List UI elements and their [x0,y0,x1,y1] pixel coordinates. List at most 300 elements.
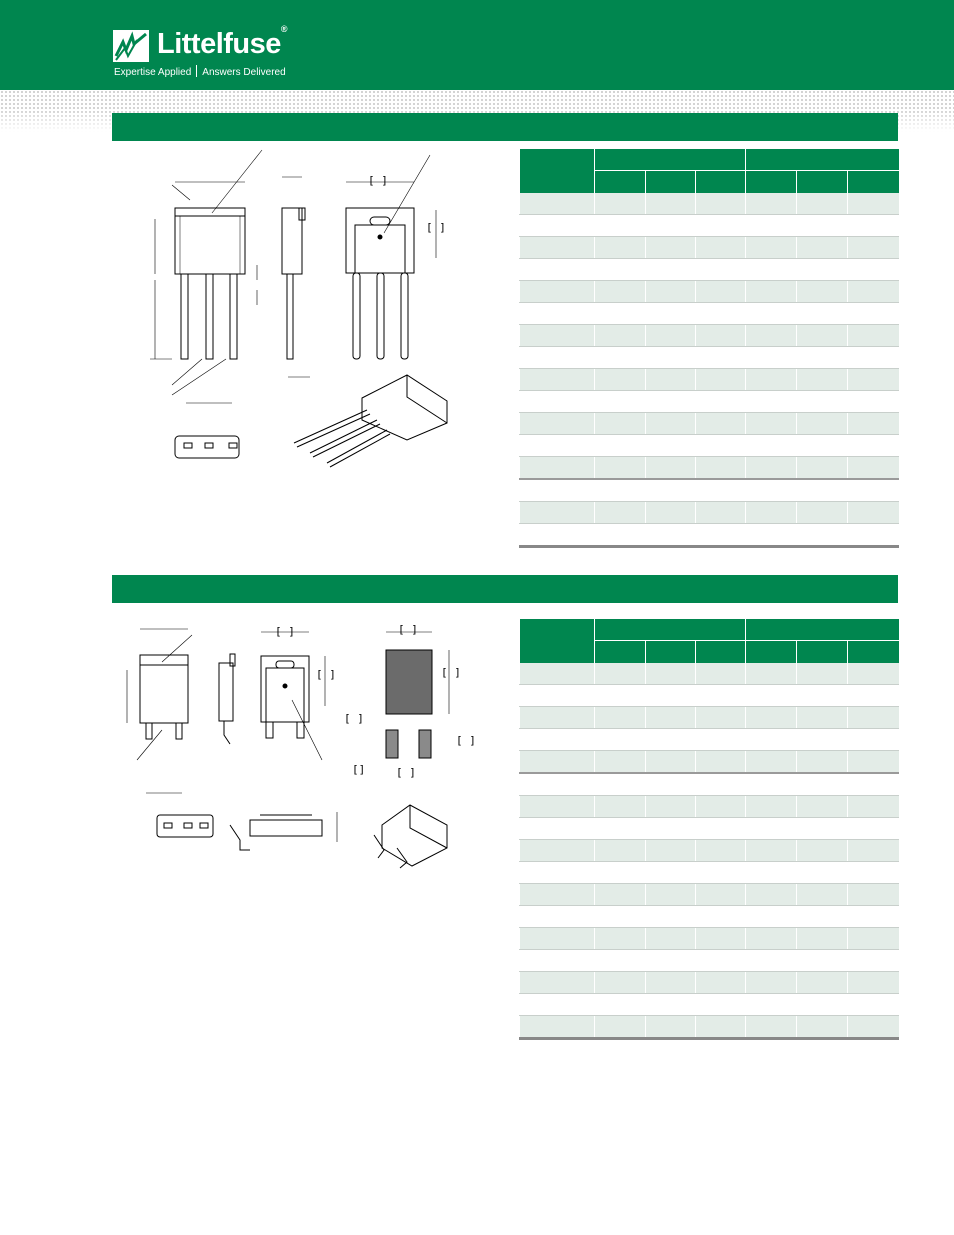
lead-profile-view [230,812,337,850]
dimension-cell [520,413,595,435]
value-cell [746,663,797,685]
value-cell [696,950,746,972]
dimension-cell [520,862,595,884]
value-cell [797,972,848,994]
package-2-dimension-table [519,619,899,1040]
dimension-cell [520,906,595,928]
value-cell [696,840,746,862]
value-cell [848,663,899,685]
table-row [520,502,899,524]
value-cell [646,1016,696,1039]
value-cell [696,259,746,281]
value-cell [595,502,646,524]
max-header [848,171,899,194]
value-cell [746,994,797,1016]
value-cell [797,1016,848,1039]
value-cell [797,391,848,413]
dimension-cell [520,457,595,480]
value-cell [646,259,696,281]
value-cell [746,884,797,906]
value-cell [696,663,746,685]
table-row [520,215,899,237]
value-cell [848,972,899,994]
value-cell [696,502,746,524]
table-row [520,773,899,796]
back-view [346,155,446,359]
value-cell [848,928,899,950]
value-cell [696,751,746,774]
value-cell [696,524,746,547]
value-cell [746,193,797,215]
value-cell [595,413,646,435]
value-cell [646,707,696,729]
dimension-cell [520,818,595,840]
dimension-header [520,619,595,663]
value-cell [646,457,696,480]
value-cell [746,685,797,707]
package-1-dimension-table [519,149,899,548]
table-row [520,818,899,840]
svg-text:[ ]: [ ] [368,174,388,187]
value-cell [848,950,899,972]
value-cell [646,840,696,862]
value-cell [646,479,696,502]
value-cell [595,1016,646,1039]
value-cell [848,729,899,751]
value-cell [848,502,899,524]
dimension-cell [520,303,595,325]
dimension-cell [520,972,595,994]
value-cell [848,281,899,303]
table-row [520,259,899,281]
value-cell [746,369,797,391]
value-cell [595,972,646,994]
value-cell [646,347,696,369]
value-cell [595,457,646,480]
dimension-cell [520,840,595,862]
value-cell [696,707,746,729]
value-cell [646,391,696,413]
value-cell [595,215,646,237]
value-cell [797,259,848,281]
front-view [150,150,262,403]
min-header [595,641,646,664]
svg-text:[ ]: [ ] [426,221,446,234]
inches-header [595,149,746,171]
table-row [520,796,899,818]
value-cell [696,773,746,796]
value-cell [848,303,899,325]
table-row [520,707,899,729]
svg-text:[ ]: [ ] [344,712,364,725]
value-cell [848,884,899,906]
value-cell [848,906,899,928]
value-cell [595,281,646,303]
min-header [746,641,797,664]
value-cell [696,303,746,325]
table-row [520,457,899,480]
value-cell [746,479,797,502]
value-cell [646,524,696,547]
package-2-table-body [520,663,899,1039]
table-row [520,751,899,774]
value-cell [848,215,899,237]
value-cell [746,773,797,796]
value-cell [797,413,848,435]
dimension-cell [520,281,595,303]
value-cell [595,950,646,972]
svg-text:[ ]: [ ] [316,668,336,681]
dimension-cell [520,707,595,729]
value-cell [595,906,646,928]
dimension-cell [520,347,595,369]
value-cell [848,391,899,413]
value-cell [848,862,899,884]
footprint-view [344,623,476,779]
value-cell [848,435,899,457]
millimeters-header [746,149,899,171]
value-cell [646,325,696,347]
value-cell [595,325,646,347]
value-cell [746,524,797,547]
value-cell [746,259,797,281]
typ-header [646,171,696,194]
value-cell [696,457,746,480]
tagline-left: Expertise Applied [114,67,192,78]
value-cell [595,259,646,281]
value-cell [848,259,899,281]
inches-header [595,619,746,641]
dimension-cell [520,215,595,237]
value-cell [696,796,746,818]
value-cell [646,994,696,1016]
value-cell [746,457,797,480]
max-header [696,171,746,194]
table-row [520,391,899,413]
value-cell [646,435,696,457]
table-row [520,237,899,259]
value-cell [848,193,899,215]
table-row [520,281,899,303]
value-cell [595,369,646,391]
dimension-cell [520,237,595,259]
value-cell [746,502,797,524]
dimension-cell [520,884,595,906]
value-cell [848,457,899,480]
table-row [520,862,899,884]
dimension-cell [520,502,595,524]
table-row [520,303,899,325]
value-cell [848,707,899,729]
front-view [127,629,192,793]
svg-text:[ ]: [ ] [456,734,476,747]
value-cell [646,193,696,215]
dimension-cell [520,259,595,281]
value-cell [797,906,848,928]
table-row [520,906,899,928]
dimension-cell [520,994,595,1016]
littelfuse-logo-icon [113,30,149,62]
value-cell [646,502,696,524]
value-cell [646,862,696,884]
dimension-cell [520,479,595,502]
dimension-cell [520,928,595,950]
side-view [219,654,235,744]
value-cell [746,972,797,994]
typ-header [646,641,696,664]
value-cell [646,663,696,685]
value-cell [797,928,848,950]
min-header [595,171,646,194]
value-cell [797,840,848,862]
value-cell [696,215,746,237]
value-cell [595,751,646,774]
value-cell [696,994,746,1016]
value-cell [646,818,696,840]
value-cell [595,479,646,502]
table-row [520,840,899,862]
svg-text:[ ]: [ ] [441,666,461,679]
value-cell [797,237,848,259]
value-cell [696,413,746,435]
value-cell [595,994,646,1016]
value-cell [646,928,696,950]
table-row [520,663,899,685]
value-cell [595,663,646,685]
value-cell [696,281,746,303]
value-cell [646,906,696,928]
value-cell [797,994,848,1016]
end-view [175,436,239,458]
value-cell [797,435,848,457]
value-cell [595,524,646,547]
value-cell [595,347,646,369]
value-cell [696,928,746,950]
value-cell [848,1016,899,1039]
value-cell [696,435,746,457]
side-view [282,177,310,377]
table-row [520,729,899,751]
value-cell [696,325,746,347]
value-cell [595,796,646,818]
typ-header [797,171,848,194]
value-cell [797,729,848,751]
value-cell [797,193,848,215]
value-cell [646,303,696,325]
table-row [520,479,899,502]
table-row [520,325,899,347]
value-cell [696,906,746,928]
value-cell [595,773,646,796]
value-cell [797,457,848,480]
value-cell [746,729,797,751]
typ-header [797,641,848,664]
dimension-cell [520,325,595,347]
value-cell [848,347,899,369]
value-cell [696,685,746,707]
value-cell [797,303,848,325]
value-cell [646,950,696,972]
value-cell [746,435,797,457]
value-cell [797,773,848,796]
value-cell [746,751,797,774]
value-cell [746,840,797,862]
brand-tagline [114,65,286,78]
value-cell [595,818,646,840]
value-cell [595,928,646,950]
min-header [746,171,797,194]
value-cell [746,928,797,950]
value-cell [696,193,746,215]
value-cell [746,906,797,928]
dimension-cell [520,1016,595,1039]
value-cell [595,862,646,884]
dimension-cell [520,369,595,391]
table-row [520,994,899,1016]
table-row [520,884,899,906]
value-cell [595,237,646,259]
table-row [520,435,899,457]
value-cell [746,391,797,413]
value-cell [797,479,848,502]
value-cell [696,884,746,906]
isometric-view [294,375,447,467]
value-cell [848,818,899,840]
value-cell [848,773,899,796]
value-cell [595,884,646,906]
table-row [520,413,899,435]
value-cell [848,325,899,347]
value-cell [797,685,848,707]
value-cell [646,729,696,751]
value-cell [646,369,696,391]
table-row [520,369,899,391]
value-cell [797,862,848,884]
value-cell [797,663,848,685]
table-row [520,524,899,547]
value-cell [746,862,797,884]
value-cell [746,347,797,369]
value-cell [797,369,848,391]
value-cell [746,303,797,325]
package-2-mechanical-drawing [112,610,492,870]
value-cell [646,972,696,994]
value-cell [646,215,696,237]
value-cell [746,1016,797,1039]
value-cell [746,325,797,347]
value-cell [797,818,848,840]
millimeters-header [746,619,899,641]
value-cell [646,884,696,906]
value-cell [797,884,848,906]
value-cell [595,303,646,325]
value-cell [595,729,646,751]
value-cell [696,729,746,751]
max-header [696,641,746,664]
value-cell [696,862,746,884]
value-cell [848,840,899,862]
value-cell [696,479,746,502]
value-cell [646,751,696,774]
value-cell [848,685,899,707]
value-cell [646,773,696,796]
value-cell [797,950,848,972]
value-cell [848,524,899,547]
section-bar-package-2 [112,575,898,603]
value-cell [848,994,899,1016]
page-header [0,0,954,90]
value-cell [595,840,646,862]
value-cell [797,524,848,547]
table-row [520,950,899,972]
value-cell [746,818,797,840]
table-row [520,1016,899,1039]
value-cell [848,479,899,502]
value-cell [797,347,848,369]
dimension-cell [520,729,595,751]
isometric-view [374,805,447,868]
package-1-table-body [520,193,899,547]
value-cell [646,281,696,303]
dimension-cell [520,751,595,774]
table-row [520,347,899,369]
back-view [261,625,336,760]
value-cell [848,369,899,391]
dimension-cell [520,193,595,215]
value-cell [696,818,746,840]
dimension-cell [520,524,595,547]
value-cell [848,751,899,774]
value-cell [797,707,848,729]
value-cell [595,685,646,707]
dimension-cell [520,435,595,457]
table-row [520,685,899,707]
value-cell [797,751,848,774]
value-cell [646,413,696,435]
dimension-cell [520,663,595,685]
value-cell [797,215,848,237]
dimension-cell [520,391,595,413]
value-cell [646,237,696,259]
value-cell [797,796,848,818]
value-cell [746,281,797,303]
value-cell [746,796,797,818]
value-cell [595,435,646,457]
dimension-cell [520,950,595,972]
end-view [157,815,213,837]
value-cell [797,281,848,303]
value-cell [797,502,848,524]
value-cell [696,237,746,259]
value-cell [595,193,646,215]
value-cell [595,391,646,413]
tagline-right: Answers Delivered [202,67,286,78]
value-cell [746,413,797,435]
svg-text:[ ]: [ ] [275,625,295,638]
max-header [848,641,899,664]
value-cell [746,950,797,972]
dimension-header [520,149,595,193]
value-cell [746,215,797,237]
value-cell [696,1016,746,1039]
value-cell [797,325,848,347]
value-cell [696,972,746,994]
table-row [520,193,899,215]
table-row [520,928,899,950]
dimension-cell [520,685,595,707]
value-cell [696,369,746,391]
value-cell [646,796,696,818]
